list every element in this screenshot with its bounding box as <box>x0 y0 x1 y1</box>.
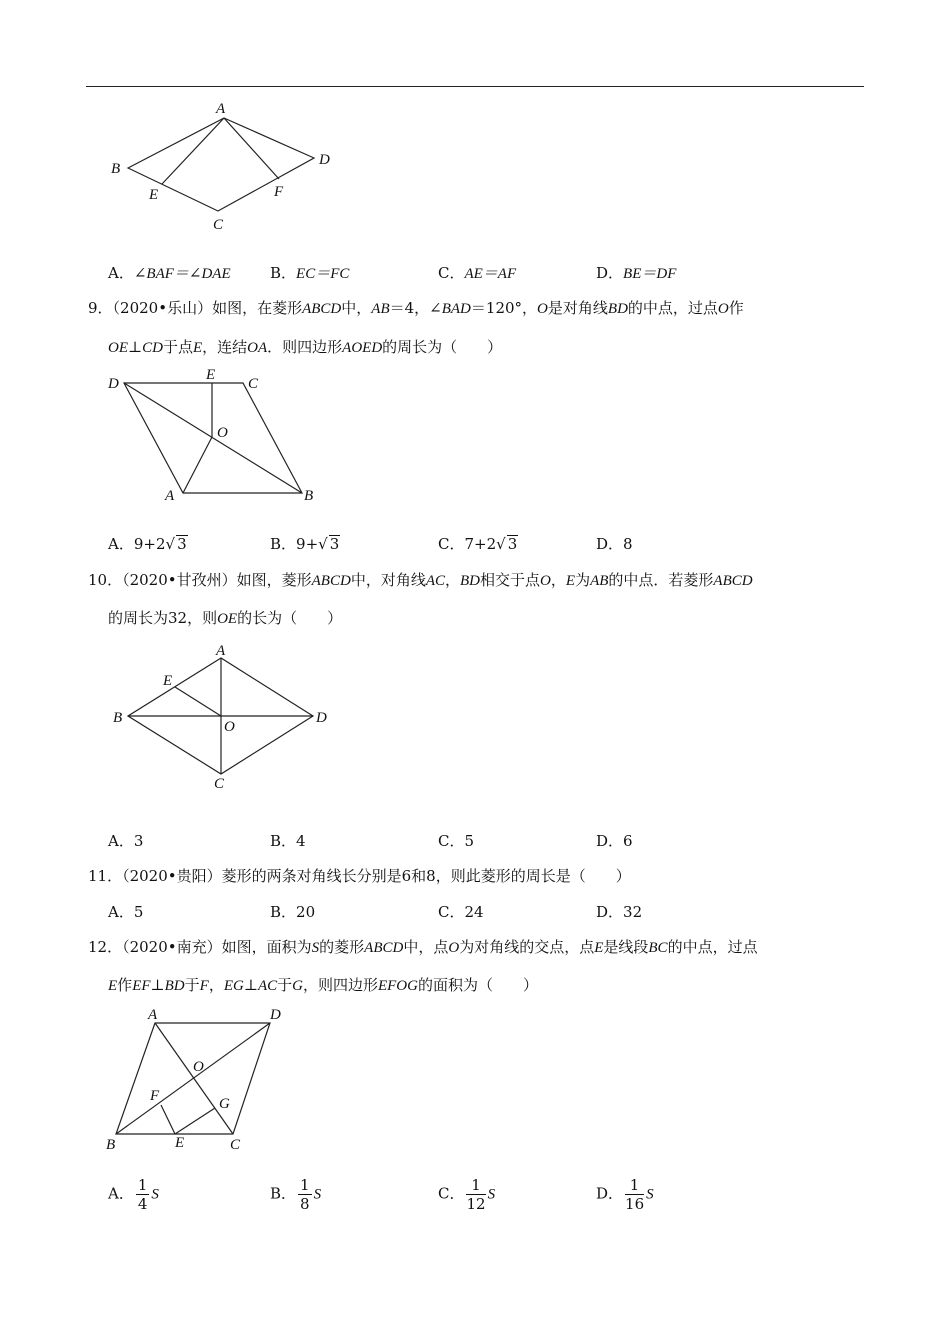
radical-sign: √ <box>318 535 328 553</box>
q12-label-o: O <box>193 1059 204 1075</box>
fraction: $\frac{1}{8}$ <box>300 1176 310 1213</box>
q10-stem-line1: 10．（2020•甘孜州）如图，菱形ABCD中，对角线AC，BD相交于点O，E为AB的中点．若菱形ABCD <box>88 571 753 589</box>
fraction: $\frac{1}{12}$ <box>466 1176 486 1213</box>
q9-option-d: D．8 <box>596 535 633 553</box>
q11-option-b: B．20 <box>270 903 316 921</box>
q9-figure <box>100 365 330 510</box>
q10-stem-line2: 的周长为32，则OE的长为（ ） <box>108 609 343 627</box>
q8-option-c: C．AE＝AF <box>438 264 517 282</box>
q12-label-d: D <box>270 1007 281 1023</box>
q12-option-d: D． $\frac{1}{16}$ S <box>596 1176 654 1213</box>
q12-stem-line1: 12．（2020•南充）如图，面积为S的菱形ABCD中，点O为对角线的交点，点E是线段BC的中点，过点 <box>88 938 758 956</box>
q12-label-b: B <box>106 1137 116 1153</box>
q10-option-c: C．5 <box>438 832 475 850</box>
q10-option-a: A．3 <box>108 832 144 850</box>
q10-segment-oe <box>175 687 221 716</box>
q12-diagonal-bd <box>116 1023 270 1134</box>
q8-label-f: F <box>274 184 284 200</box>
q10-label-e: E <box>163 673 173 689</box>
q10-label-b: B <box>113 710 123 726</box>
q8-label-e: E <box>149 187 159 203</box>
q12-option-b: B． $\frac{1}{8}$ S <box>270 1176 322 1213</box>
q9-option-c: C．7+2√ 3 <box>438 535 518 553</box>
q10-option-d: D．6 <box>596 832 633 850</box>
q9-label-b: B <box>304 488 314 504</box>
q10-option-b: B．4 <box>270 832 306 850</box>
q8-label-a: A <box>216 101 226 117</box>
q11-option-a: A．5 <box>108 903 144 921</box>
q12-label-e: E <box>175 1135 185 1151</box>
q8-label-b: B <box>111 161 121 177</box>
q8-option-b: B．EC＝FC <box>270 264 350 282</box>
q12-label-f: F <box>150 1088 160 1104</box>
q11-option-c: C．24 <box>438 903 484 921</box>
fraction: $\frac{1}{16}$ <box>625 1176 645 1213</box>
q12-segment-eg <box>175 1108 215 1134</box>
q12-stem-line2: E作EF⊥BD于F，EG⊥AC于G，则四边形EFOG的面积为（ ） <box>108 976 538 994</box>
q9-segment-oa <box>183 437 212 493</box>
q9-label-a: A <box>165 488 175 504</box>
q9-label-d: D <box>108 376 119 392</box>
q8-segment-ae <box>162 118 224 184</box>
q9-label-e: E <box>206 367 216 383</box>
q10-label-c: C <box>214 776 225 792</box>
q12-figure <box>100 1000 300 1155</box>
q8-option-d: D．BE＝DF <box>596 264 677 282</box>
q12-label-g: G <box>219 1096 230 1112</box>
q12-option-c: C． $\frac{1}{12}$ S <box>438 1176 496 1213</box>
q8-label-d: D <box>319 152 330 168</box>
q8-segment-af <box>224 118 279 179</box>
q9-label-o: O <box>217 425 228 441</box>
header-rule <box>86 86 864 87</box>
fraction: $\frac{1}{4}$ <box>137 1176 148 1213</box>
q10-label-a: A <box>216 643 226 659</box>
q9-option-b: B．9+√ 3 <box>270 535 340 553</box>
q12-option-a: A． $\frac{1}{4}$ S <box>108 1176 159 1213</box>
q11-option-d: D．32 <box>596 903 643 921</box>
q9-label-c: C <box>248 376 259 392</box>
q9-diagonal-bd <box>124 383 302 493</box>
q8-option-a: A．∠BAF＝∠DAE <box>108 264 231 282</box>
q9-stem-line2: OE⊥CD于点E，连结OA．则四边形AOED的周长为（ ） <box>108 338 503 356</box>
q10-label-o: O <box>224 719 235 735</box>
q9-option-a: A．9+2√ 3 <box>108 535 187 553</box>
q10-figure <box>105 638 345 798</box>
q12-label-c: C <box>230 1137 241 1153</box>
q9-stem-line1: 9．（2020•乐山）如图，在菱形ABCD中，AB＝4，∠BAD＝120°，O是对角线BD的中点，过点O作 <box>88 299 744 317</box>
q12-segment-ef <box>161 1105 175 1134</box>
q8-figure <box>100 95 350 235</box>
q10-label-d: D <box>316 710 327 726</box>
radical-sign: √ <box>496 535 506 553</box>
q12-label-a: A <box>148 1007 158 1023</box>
q8-label-c: C <box>213 217 224 233</box>
radical-sign: √ <box>165 535 176 553</box>
q11-stem: 11．（2020•贵阳）菱形的两条对角线长分别是6和8，则此菱形的周长是（ ） <box>88 867 631 885</box>
